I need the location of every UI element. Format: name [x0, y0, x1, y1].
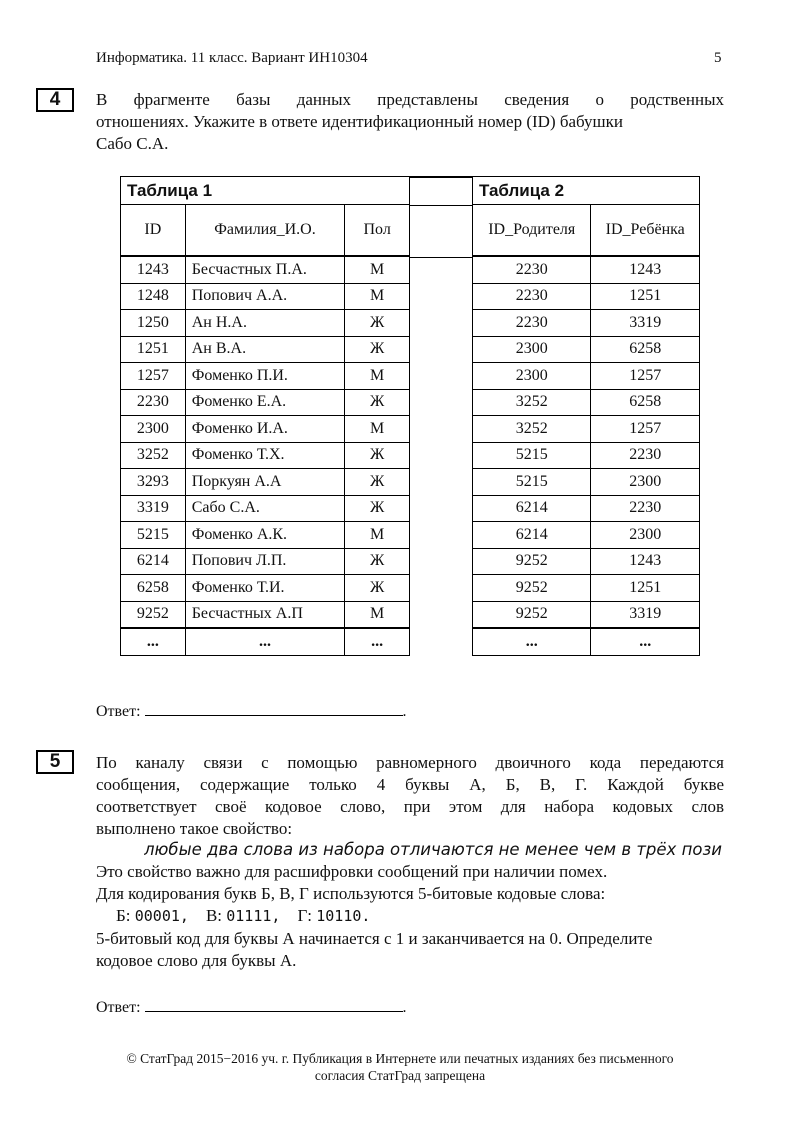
- cell-name: Фоменко И.А.: [185, 416, 345, 443]
- cell-name: Ан В.А.: [185, 336, 345, 363]
- table-row: [121, 628, 410, 655]
- table-2-title: Таблица 2: [473, 177, 700, 205]
- task-5-line: Это свойство важно для расшифровки сообщений при наличии помех.: [96, 862, 608, 881]
- cell-parent-id: 5215: [473, 469, 591, 496]
- cell-child-id: 1243: [591, 256, 700, 283]
- cell-child-id: 1251: [591, 283, 700, 310]
- cell-child-id: ...: [591, 628, 700, 655]
- table-row: [121, 495, 410, 522]
- table-row: [121, 548, 410, 575]
- cell-parent-id: 6214: [473, 522, 591, 549]
- cell-child-id: 1257: [591, 416, 700, 443]
- task-4-line: В фрагменте базы данных представлены сведения о родственных: [96, 90, 724, 109]
- table-spacer-cell: [410, 442, 472, 469]
- table-row: [121, 522, 410, 549]
- cell-child-id: 3319: [591, 601, 700, 628]
- table-2-body: [473, 256, 700, 655]
- cell-gender: М: [345, 522, 410, 549]
- cell-name: Бесчастных А.П: [185, 601, 345, 628]
- table-spacer-cell: [410, 256, 472, 283]
- cell-id: 5215: [121, 522, 186, 549]
- answer-label: Ответ:: [96, 703, 141, 720]
- answer-label: Ответ:: [96, 999, 141, 1016]
- cell-child-id: 2300: [591, 522, 700, 549]
- cell-child-id: 6258: [591, 389, 700, 416]
- table-spacer-top: [410, 176, 472, 206]
- cell-gender: Ж: [345, 469, 410, 496]
- cell-id: 6214: [121, 548, 186, 575]
- task-4-number: 4: [36, 88, 74, 112]
- cell-gender: Ж: [345, 575, 410, 602]
- table-spacer-cell: [410, 548, 472, 575]
- cell-parent-id: ...: [473, 628, 591, 655]
- table-2: [472, 176, 700, 656]
- task-5-text-final: [96, 928, 724, 972]
- table-row: [121, 283, 410, 310]
- task-5-text-after: [96, 861, 724, 905]
- cell-gender: М: [345, 363, 410, 390]
- table-spacer-cell: [410, 363, 472, 390]
- cell-name: Фоменко Е.А.: [185, 389, 345, 416]
- table-row: [121, 363, 410, 390]
- task-5-line: сообщения, содержащие только 4 буквы А, Б, В, Г. Каждой букве: [96, 775, 724, 794]
- table-1: [120, 176, 410, 656]
- cell-name: Ан Н.А.: [185, 310, 345, 337]
- code-letter: В:: [205, 906, 222, 925]
- table-spacer-cell: [410, 601, 472, 628]
- cell-gender: Ж: [345, 389, 410, 416]
- cell-child-id: 2230: [591, 495, 700, 522]
- table-spacer-cell: [410, 469, 472, 496]
- table-row: [121, 336, 410, 363]
- cell-name: Фоменко А.К.: [185, 522, 345, 549]
- table-spacer-cell: [410, 389, 472, 416]
- task-4-text: [96, 89, 724, 155]
- cell-name: Попович А.А.: [185, 283, 345, 310]
- table-spacer-cell: [410, 495, 472, 522]
- table-row: [121, 442, 410, 469]
- cell-id: 1243: [121, 256, 186, 283]
- code-value: 10110.: [316, 907, 371, 925]
- table-row: [473, 389, 700, 416]
- cell-parent-id: 3252: [473, 416, 591, 443]
- footer: [80, 1050, 720, 1084]
- table-row: [473, 310, 700, 337]
- cell-child-id: 1243: [591, 548, 700, 575]
- footer-line: согласия СтатГрад запрещена: [314, 1068, 486, 1083]
- cell-gender: Ж: [345, 336, 410, 363]
- table-row: [121, 416, 410, 443]
- cell-gender: М: [345, 283, 410, 310]
- table-row: [473, 363, 700, 390]
- cell-gender: М: [345, 256, 410, 283]
- cell-child-id: 6258: [591, 336, 700, 363]
- cell-name: Фоменко Т.Х.: [185, 442, 345, 469]
- cell-parent-id: 2300: [473, 336, 591, 363]
- table-row: [473, 522, 700, 549]
- answer-input-line[interactable]: [145, 996, 403, 1012]
- cell-child-id: 2230: [591, 442, 700, 469]
- answer-end: .: [402, 999, 407, 1016]
- cell-parent-id: 6214: [473, 495, 591, 522]
- cell-id: ...: [121, 628, 186, 655]
- cell-name: Фоменко Т.И.: [185, 575, 345, 602]
- table-row: [121, 389, 410, 416]
- task-5-line: 5-битовый код для буквы А начинается с 1 и заканчивается на 0. Определите: [96, 929, 653, 948]
- cell-name: Попович Л.П.: [185, 548, 345, 575]
- task-5-line: выполнено такое свойство:: [96, 819, 293, 838]
- cell-gender: Ж: [345, 310, 410, 337]
- table-1-body: [121, 256, 410, 655]
- task-5-codes: [116, 905, 370, 927]
- task-4-line: Сабо С.А.: [96, 134, 169, 153]
- cell-id: 3319: [121, 495, 186, 522]
- table-row: [121, 256, 410, 283]
- task-5-line: По каналу связи с помощью равномерного двоичного кода передаются: [96, 753, 724, 772]
- table-spacer-cell: [410, 310, 472, 337]
- table-row: [473, 469, 700, 496]
- footer-line: © СтатГрад 2015−2016 уч. г. Публикация в Интернете или печатных изданиях без письменного: [126, 1051, 674, 1066]
- cell-parent-id: 2230: [473, 283, 591, 310]
- code-letter: Г:: [297, 906, 312, 925]
- table-2-header-parent: ID_Родителя: [473, 205, 591, 257]
- table-row: [473, 601, 700, 628]
- cell-parent-id: 9252: [473, 548, 591, 575]
- table-row: [121, 575, 410, 602]
- page-number: 5: [714, 50, 722, 66]
- cell-id: 2230: [121, 389, 186, 416]
- table-spacer-header: [410, 206, 472, 258]
- cell-parent-id: 2300: [473, 363, 591, 390]
- cell-name: ...: [185, 628, 345, 655]
- code-letter: Б:: [116, 906, 131, 925]
- cell-id: 1251: [121, 336, 186, 363]
- table-1-header-name: Фамилия_И.О.: [185, 205, 345, 257]
- task-5-line: соответствует своё кодовое слово, при этом для набора кодовых слов: [96, 797, 724, 816]
- cell-child-id: 1257: [591, 363, 700, 390]
- cell-gender: Ж: [345, 548, 410, 575]
- cell-gender: Ж: [345, 495, 410, 522]
- cell-child-id: 1251: [591, 575, 700, 602]
- task-5-property: любые два слова из набора отличаются не менее чем в трёх пози: [144, 840, 722, 859]
- table-row: [473, 442, 700, 469]
- cell-gender: М: [345, 601, 410, 628]
- page-header-title: Информатика. 11 класс. Вариант ИН10304: [96, 50, 368, 66]
- cell-name: Сабо С.А.: [185, 495, 345, 522]
- task-5-text: [96, 752, 724, 840]
- cell-parent-id: 2230: [473, 256, 591, 283]
- table-row: [473, 628, 700, 655]
- cell-name: Фоменко П.И.: [185, 363, 345, 390]
- task-5-line: Для кодирования букв Б, В, Г используются 5-битовые кодовые слова:: [96, 884, 606, 903]
- cell-id: 3293: [121, 469, 186, 496]
- table-row: [473, 548, 700, 575]
- task-5-number: 5: [36, 750, 74, 774]
- cell-name: Бесчастных П.А.: [185, 256, 345, 283]
- cell-id: 3252: [121, 442, 186, 469]
- cell-gender: ...: [345, 628, 410, 655]
- cell-child-id: 2300: [591, 469, 700, 496]
- cell-id: 6258: [121, 575, 186, 602]
- task-4-answer: [96, 700, 407, 721]
- table-row: [473, 495, 700, 522]
- cell-parent-id: 2230: [473, 310, 591, 337]
- table-row: [473, 256, 700, 283]
- table-2-header-child: ID_Ребёнка: [591, 205, 700, 257]
- cell-child-id: 3319: [591, 310, 700, 337]
- cell-parent-id: 9252: [473, 601, 591, 628]
- table-row: [121, 310, 410, 337]
- cell-id: 1248: [121, 283, 186, 310]
- task-4-line: отношениях. Укажите в ответе идентификационный номер (ID) бабушки: [96, 112, 624, 131]
- table-1-header-gender: Пол: [345, 205, 410, 257]
- cell-gender: М: [345, 416, 410, 443]
- cell-parent-id: 9252: [473, 575, 591, 602]
- cell-id: 2300: [121, 416, 186, 443]
- cell-id: 1250: [121, 310, 186, 337]
- code-value: 00001,: [134, 907, 189, 925]
- table-spacer-cell: [410, 522, 472, 549]
- code-value: 01111,: [226, 907, 281, 925]
- table-spacer-cell: [410, 628, 472, 655]
- table-spacer-cell: [410, 416, 472, 443]
- table-1-header-id: ID: [121, 205, 186, 257]
- table-row: [121, 469, 410, 496]
- table-spacer-cell: [410, 575, 472, 602]
- cell-parent-id: 5215: [473, 442, 591, 469]
- table-row: [473, 575, 700, 602]
- cell-gender: Ж: [345, 442, 410, 469]
- table-spacer-cell: [410, 283, 472, 310]
- table-row: [121, 601, 410, 628]
- task-5-answer: [96, 996, 407, 1017]
- cell-id: 1257: [121, 363, 186, 390]
- table-row: [473, 336, 700, 363]
- table-row: [473, 416, 700, 443]
- cell-parent-id: 3252: [473, 389, 591, 416]
- table-spacer-cell: [410, 336, 472, 363]
- answer-input-line[interactable]: [145, 700, 403, 716]
- table-row: [473, 283, 700, 310]
- answer-end: .: [402, 703, 407, 720]
- table-1-title: Таблица 1: [121, 177, 410, 205]
- cell-name: Поркуян А.А: [185, 469, 345, 496]
- task-5-line: кодовое слово для буквы А.: [96, 951, 297, 970]
- cell-id: 9252: [121, 601, 186, 628]
